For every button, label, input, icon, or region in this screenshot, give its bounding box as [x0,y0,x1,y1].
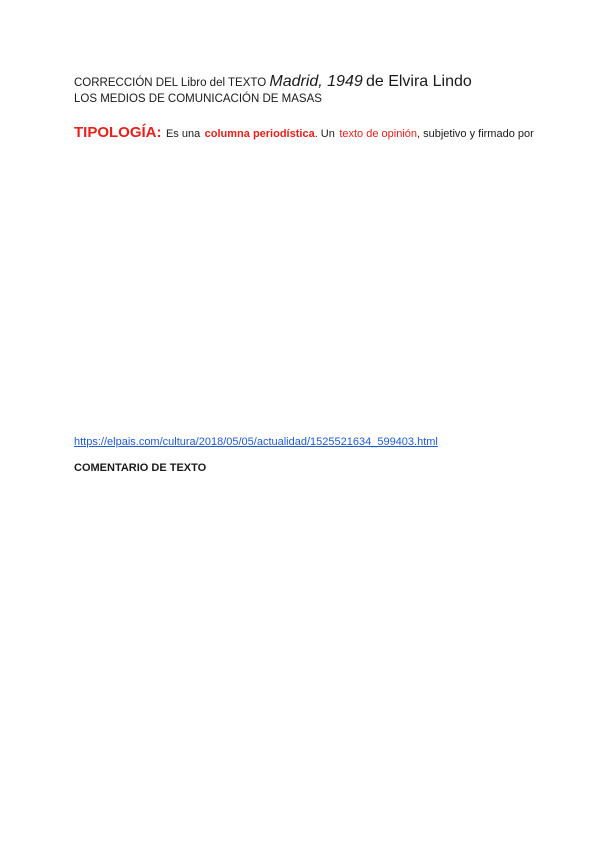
source-link[interactable]: https://elpais.com/cultura/2018/05/05/actualidad/1525521634_599403.html [74,436,438,448]
typology-intro: Es una [165,128,201,140]
typology-highlight: columna periodística [204,128,315,140]
typology-line [74,124,534,143]
typology-rest: , subjetivo y firmado por [417,128,534,140]
header-title-line [74,74,534,91]
document-header [74,74,534,107]
typology-opinion: texto de opinión [339,128,417,140]
typology-after: . Un [314,128,335,140]
book-title: Madrid, 1949 [269,73,363,90]
author-name: de Elvira Lindo [365,73,472,90]
typology-label: TIPOLOGÍA: [74,124,162,141]
header-subtitle: LOS MEDIOS DE COMUNICACIÓN DE MASAS [74,93,322,105]
header-prefix: CORRECCIÓN DEL Libro del TEXTO [74,77,267,89]
section-heading: COMENTARIO DE TEXTO [74,462,207,474]
